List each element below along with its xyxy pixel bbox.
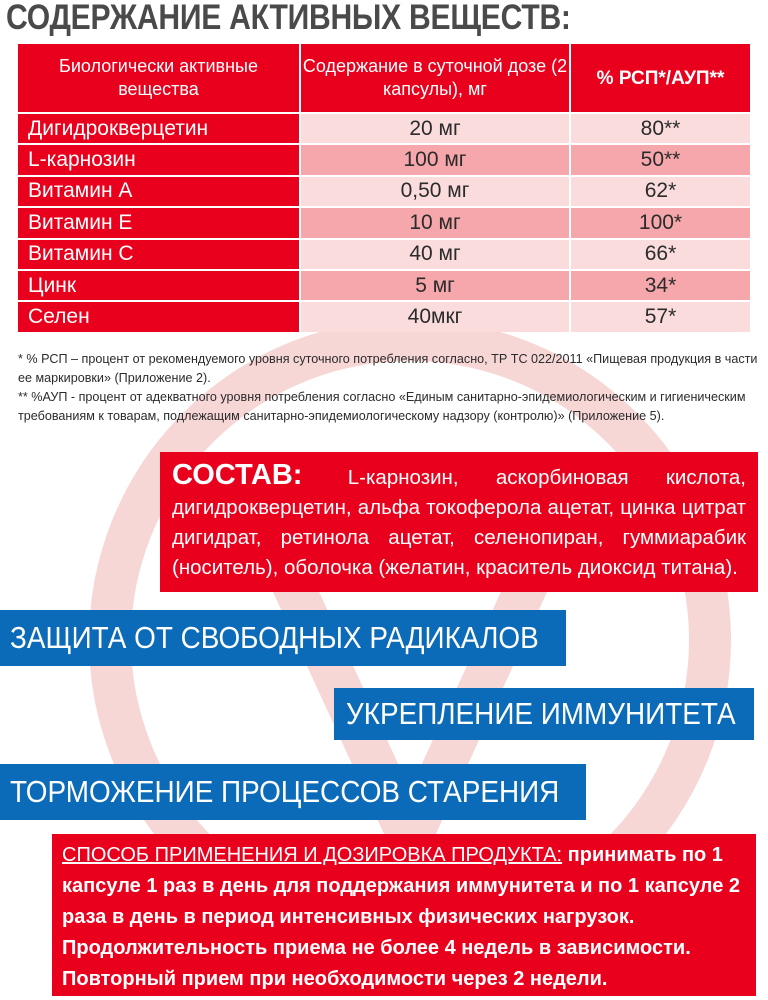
footnote-rsp: * % РСП – процент от рекомендуемого уровня суточного потребления согласно, ТР ТС 022/2011 «Пищевая продукция в части ее маркировки» (Приложение 2). bbox=[18, 352, 758, 385]
benefit-banner-aging bbox=[0, 764, 586, 820]
usage-label: СПОСОБ ПРИМЕНЕНИЯ И ДОЗИРОВКА ПРОДУКТА: bbox=[62, 844, 563, 866]
table-row bbox=[18, 269, 750, 300]
row-percent: 57* bbox=[571, 302, 750, 331]
composition-text: L-карнозин, аскорбиновая кислота, дигидрокверцетин, альфа токоферола ацетат, цинка цитрат дигидрат, ретинола ацетат, селенопиран, гуммиарабик (носитель), оболочка (желатин, краситель диоксид титана). bbox=[172, 466, 747, 579]
table-row bbox=[18, 175, 750, 206]
header-amount: Содержание в суточной дозе (2 капсулы), мг bbox=[301, 44, 571, 112]
composition-label: СОСТАВ: bbox=[172, 459, 303, 491]
row-name: L-карнозин bbox=[18, 145, 301, 174]
row-percent: 50** bbox=[571, 145, 750, 174]
table-row bbox=[18, 300, 750, 331]
header-substance: Биологически активные вещества bbox=[18, 44, 301, 112]
row-name: Витамин Е bbox=[18, 208, 301, 237]
header-percent: % РСП*/АУП** bbox=[596, 67, 725, 89]
row-amount: 100 мг bbox=[301, 145, 571, 174]
benefit-banner-radicals bbox=[0, 610, 566, 666]
nutrients-table bbox=[18, 44, 750, 332]
row-name: Цинк bbox=[18, 271, 301, 300]
row-percent: 66* bbox=[571, 240, 750, 269]
usage-text: принимать по 1 капсуле 1 раз в день для поддержания иммунитета и по 1 капсуле 2 раза в день в период интенсивных физических нагрузок. Продолжительность приема не более 4 недель в зависимости. Повторный прием при необходимости через 2 недели. bbox=[62, 844, 741, 990]
table-row bbox=[18, 238, 750, 269]
row-name: Дигидрокверцетин bbox=[18, 114, 301, 143]
row-amount: 20 мг bbox=[301, 114, 571, 143]
table-row bbox=[18, 143, 750, 174]
row-amount: 0,50 мг bbox=[301, 177, 571, 206]
row-percent: 100* bbox=[571, 208, 750, 237]
composition-block bbox=[160, 452, 758, 592]
row-amount: 40 мг bbox=[301, 240, 571, 269]
table-header bbox=[18, 44, 750, 112]
row-name: Витамин С bbox=[18, 240, 301, 269]
table-row bbox=[18, 206, 750, 237]
row-percent: 80** bbox=[571, 114, 750, 143]
row-name: Селен bbox=[18, 302, 301, 331]
row-name: Витамин А bbox=[18, 177, 301, 206]
footnotes bbox=[18, 350, 758, 426]
row-percent: 34* bbox=[571, 271, 750, 300]
row-amount: 40мкг bbox=[301, 302, 571, 331]
row-percent: 62* bbox=[571, 177, 750, 206]
benefit-text: ЗАЩИТА ОТ СВОБОДНЫХ РАДИКАЛОВ bbox=[10, 620, 539, 655]
usage-block bbox=[52, 834, 756, 996]
row-amount: 5 мг bbox=[301, 271, 571, 300]
benefit-banner-immunity bbox=[334, 688, 754, 740]
benefit-text: ТОРМОЖЕНИЕ ПРОЦЕССОВ СТАРЕНИЯ bbox=[10, 774, 560, 809]
row-amount: 10 мг bbox=[301, 208, 571, 237]
page-title: СОДЕРЖАНИЕ АКТИВНЫХ ВЕЩЕСТВ: bbox=[6, 0, 571, 37]
table-row bbox=[18, 112, 750, 143]
footnote-aup: ** %АУП - процент от адекватного уровня потребления согласно «Единым санитарно-эпидемиологическим и гигиеническим требованиям к товарам, подлежащим санитарно-эпидемиологическому надзору (контролю)» (Приложение 5). bbox=[18, 390, 746, 423]
benefit-text: УКРЕПЛЕНИЕ ИММУНИТЕТА bbox=[346, 696, 736, 731]
